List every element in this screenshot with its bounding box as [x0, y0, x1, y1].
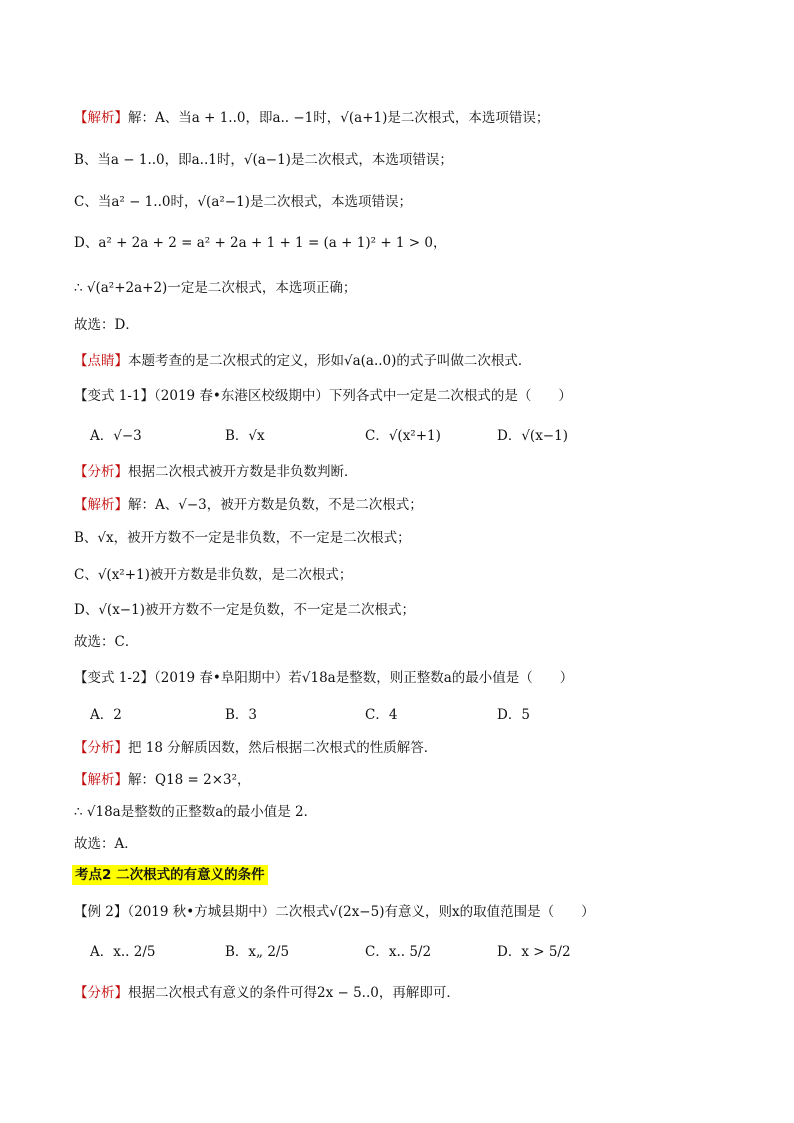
- analysis-text: 根据二次根式有意义的条件可得2x − 5..0，再解即可．: [128, 985, 460, 1001]
- solution-tag: 【解析】: [74, 497, 128, 513]
- analysis-text: 把 18 分解质因数，然后根据二次根式的性质解答．: [128, 740, 438, 756]
- variant-1-2-option-a: A．2: [90, 707, 122, 723]
- block1-answer: 故选：D．: [74, 317, 139, 333]
- comment-text: 本题考查的是二次根式的定义，形如√a(a..0)的式子叫做二次根式．: [128, 353, 532, 369]
- analysis-tag: 【解析】: [74, 110, 128, 126]
- variant-1-1-line-d: D、√(x−1)被开方数不一定是负数，不一定是二次根式；: [74, 602, 415, 618]
- example-2-option-d: D．x > 5/2: [497, 944, 571, 960]
- analysis-tag: 【分析】: [74, 985, 128, 1001]
- section-heading: 考点2 二次根式的有意义的条件: [72, 865, 268, 885]
- solution-text: 解：A、√−3，被开方数是负数，不是二次根式；: [128, 497, 423, 513]
- variant-1-2-option-c: C．4: [365, 707, 398, 723]
- analysis-text: 解：A、当a + 1..0，即a.. −1时，√(a+1)是二次根式，本选项错误；: [128, 110, 550, 126]
- variant-1-1-line-b: B、√x，被开方数不一定是非负数，不一定是二次根式；: [74, 530, 411, 546]
- analysis-tag: 【分析】: [74, 740, 128, 756]
- variant-1-1-option-b: B．√x: [225, 428, 265, 444]
- analysis-text: 根据二次根式被开方数是非负数判断．: [128, 464, 358, 480]
- example-2-option-c: C．x.. 5/2: [365, 944, 432, 960]
- variant-1-1-line-c: C、√(x²+1)被开方数是非负数，是二次根式；: [74, 567, 353, 583]
- block1-line2: B、当a − 1..0，即a..1时，√(a−1)是二次根式，本选项错误；: [74, 152, 453, 168]
- variant-1-1-analysis: [74, 462, 358, 482]
- comment-tag: 【点睛】: [74, 353, 128, 369]
- variant-1-1-solution: [74, 495, 423, 515]
- block1-line4: D、a² + 2a + 2 = a² + 2a + 1 + 1 = (a + 1)² + 1 > 0，: [74, 235, 447, 251]
- variant-1-1-title: 【变式 1-1】（2019 春•东港区校级期中）下列各式中一定是二次根式的是（ ）: [74, 388, 572, 404]
- solution-tag: 【解析】: [74, 772, 128, 788]
- variant-1-1-option-a: A．√−3: [90, 428, 142, 444]
- block1-line5: ∴ √(a²+2a+2)一定是二次根式，本选项正确；: [74, 280, 357, 296]
- variant-1-2-option-b: B．3: [225, 707, 258, 723]
- variant-1-1-option-c: C．√(x²+1): [365, 428, 441, 444]
- analysis-tag: 【分析】: [74, 464, 128, 480]
- variant-1-2-option-d: D．5: [497, 707, 530, 723]
- variant-1-2-solution: [74, 770, 251, 790]
- variant-1-1-option-d: D．√(x−1): [497, 428, 568, 444]
- variant-1-1-answer: 故选：C．: [74, 634, 139, 650]
- block1-line1: [74, 108, 549, 128]
- variant-1-2-answer: 故选：A．: [74, 836, 138, 852]
- block1-line3: C、当a² − 1..0时，√(a²−1)是二次根式，本选项错误；: [74, 194, 412, 210]
- example-2-option-b: B．x„ 2/5: [225, 944, 290, 960]
- example-2-analysis: [74, 983, 460, 1003]
- example-2-option-a: A．x.. 2/5: [90, 944, 156, 960]
- solution-text: 解：Q18 = 2×3²，: [128, 772, 251, 788]
- variant-1-2-line-2: ∴ √18a是整数的正整数a的最小值是 2．: [74, 804, 318, 820]
- variant-1-2-title: 【变式 1-2】（2019 春•阜阳期中）若√18a是整数，则正整数a的最小值是（ ）: [74, 670, 574, 686]
- example-2-title: 【例 2】（2019 秋•方城县期中）二次根式√(2x−5)有意义，则x的取值范围是（ ）: [74, 904, 595, 920]
- block1-comment: [74, 351, 531, 371]
- variant-1-2-analysis: [74, 738, 437, 758]
